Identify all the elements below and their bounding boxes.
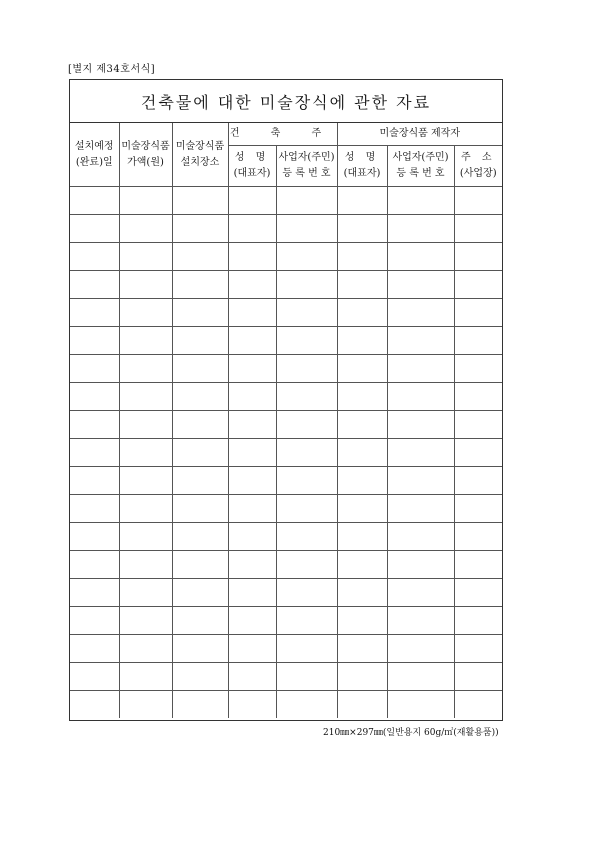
table-cell[interactable]: [228, 579, 276, 607]
table-cell[interactable]: [228, 299, 276, 327]
table-cell[interactable]: [70, 187, 119, 215]
table-cell[interactable]: [337, 327, 387, 355]
table-cell[interactable]: [70, 551, 119, 579]
table-cell[interactable]: [337, 467, 387, 495]
table-cell[interactable]: [119, 579, 172, 607]
header-maker-name: 성 명 (대표자): [337, 146, 387, 187]
table-cell[interactable]: [387, 691, 454, 719]
table-cell[interactable]: [454, 271, 502, 299]
table-cell[interactable]: [119, 411, 172, 439]
table-cell[interactable]: [454, 355, 502, 383]
header-install-date: 설치예정 (완료)일: [70, 123, 119, 187]
table-cell[interactable]: [119, 663, 172, 691]
table-cell[interactable]: [276, 215, 337, 243]
table-cell[interactable]: [337, 635, 387, 663]
table-row: [70, 495, 502, 523]
table-row: [70, 355, 502, 383]
table-cell[interactable]: [337, 271, 387, 299]
table-cell[interactable]: [276, 467, 337, 495]
table-cell[interactable]: [387, 495, 454, 523]
form-title: 건축물에 대한 미술장식에 관한 자료: [70, 80, 502, 123]
table-cell[interactable]: [337, 495, 387, 523]
table-cell[interactable]: [276, 523, 337, 551]
table-cell[interactable]: [228, 355, 276, 383]
table-cell[interactable]: [387, 271, 454, 299]
table-cell[interactable]: [337, 355, 387, 383]
table-cell[interactable]: [119, 355, 172, 383]
table-cell[interactable]: [276, 355, 337, 383]
form-number-label: [별지 제34호서식]: [68, 64, 156, 75]
table-row: [70, 411, 502, 439]
header-owner-regno: 사업자(주민) 등 록 번 호: [276, 146, 337, 187]
table-cell[interactable]: [337, 439, 387, 467]
table-cell[interactable]: [387, 187, 454, 215]
table-cell[interactable]: [276, 411, 337, 439]
table-cell[interactable]: [337, 299, 387, 327]
table-cell[interactable]: [70, 271, 119, 299]
table-cell[interactable]: [119, 187, 172, 215]
table-cell[interactable]: [228, 215, 276, 243]
table-cell[interactable]: [276, 243, 337, 271]
table-cell[interactable]: [454, 663, 502, 691]
table-cell[interactable]: [172, 243, 228, 271]
table-cell[interactable]: [228, 635, 276, 663]
art-decoration-table: [70, 123, 502, 718]
table-cell[interactable]: [387, 327, 454, 355]
table-cell[interactable]: [172, 495, 228, 523]
table-cell[interactable]: [276, 439, 337, 467]
table-cell[interactable]: [172, 187, 228, 215]
table-cell[interactable]: [119, 243, 172, 271]
table-cell[interactable]: [119, 215, 172, 243]
table-cell[interactable]: [70, 299, 119, 327]
art-decoration-form: [69, 79, 503, 721]
table-cell[interactable]: [119, 495, 172, 523]
table-cell[interactable]: [172, 691, 228, 719]
table-row: [70, 691, 502, 719]
table-cell[interactable]: [172, 523, 228, 551]
table-cell[interactable]: [70, 691, 119, 719]
header-owner-name: 성 명 (대표자): [228, 146, 276, 187]
table-row: [70, 579, 502, 607]
table-cell[interactable]: [70, 579, 119, 607]
table-cell[interactable]: [172, 607, 228, 635]
table-cell[interactable]: [387, 243, 454, 271]
table-cell[interactable]: [276, 691, 337, 719]
header-install-place: 미술장식품 설치장소: [172, 123, 228, 187]
table-cell[interactable]: [119, 635, 172, 663]
table-cell[interactable]: [172, 299, 228, 327]
table-cell[interactable]: [387, 551, 454, 579]
table-cell[interactable]: [337, 215, 387, 243]
table-cell[interactable]: [172, 327, 228, 355]
table-cell[interactable]: [119, 691, 172, 719]
table-cell[interactable]: [119, 299, 172, 327]
table-cell[interactable]: [228, 439, 276, 467]
table-cell[interactable]: [228, 327, 276, 355]
table-cell[interactable]: [454, 439, 502, 467]
table-row: [70, 523, 502, 551]
table-cell[interactable]: [387, 523, 454, 551]
table-row: [70, 271, 502, 299]
table-cell[interactable]: [228, 467, 276, 495]
table-cell[interactable]: [172, 551, 228, 579]
table-cell[interactable]: [276, 271, 337, 299]
table-cell[interactable]: [228, 495, 276, 523]
table-cell[interactable]: [387, 383, 454, 411]
table-cell[interactable]: [70, 467, 119, 495]
table-row: [70, 439, 502, 467]
paper-spec: 210㎜×297㎜(일반용지 60g/㎡(재활용품)): [323, 728, 499, 738]
table-cell[interactable]: [172, 467, 228, 495]
table-cell[interactable]: [119, 439, 172, 467]
table-cell[interactable]: [454, 327, 502, 355]
table-cell[interactable]: [454, 579, 502, 607]
table-cell[interactable]: [70, 663, 119, 691]
table-cell[interactable]: [172, 635, 228, 663]
table-cell[interactable]: [119, 271, 172, 299]
table-cell[interactable]: [387, 299, 454, 327]
table-cell[interactable]: [454, 187, 502, 215]
table-cell[interactable]: [337, 187, 387, 215]
table-cell[interactable]: [228, 383, 276, 411]
table-cell[interactable]: [228, 243, 276, 271]
table-cell[interactable]: [454, 411, 502, 439]
table-cell[interactable]: [172, 215, 228, 243]
table-cell[interactable]: [119, 551, 172, 579]
table-cell[interactable]: [70, 215, 119, 243]
table-cell[interactable]: [387, 355, 454, 383]
table-cell[interactable]: [70, 243, 119, 271]
table-cell[interactable]: [70, 439, 119, 467]
table-cell[interactable]: [228, 551, 276, 579]
table-cell[interactable]: [70, 523, 119, 551]
table-cell[interactable]: [454, 383, 502, 411]
header-art-price: 미술장식품 가액(원): [119, 123, 172, 187]
table-cell[interactable]: [337, 523, 387, 551]
table-cell[interactable]: [70, 411, 119, 439]
table-cell[interactable]: [70, 495, 119, 523]
table-cell[interactable]: [387, 215, 454, 243]
table-cell[interactable]: [387, 439, 454, 467]
table-cell[interactable]: [454, 215, 502, 243]
header-art-maker: 미술장식품 제작자: [337, 123, 502, 146]
table-cell[interactable]: [337, 243, 387, 271]
table-cell[interactable]: [172, 579, 228, 607]
table-cell[interactable]: [454, 691, 502, 719]
table-cell[interactable]: [387, 635, 454, 663]
table-cell[interactable]: [387, 411, 454, 439]
table-row: [70, 299, 502, 327]
table-row: [70, 383, 502, 411]
table-row: [70, 327, 502, 355]
table-cell[interactable]: [172, 383, 228, 411]
table-cell[interactable]: [70, 327, 119, 355]
table-cell[interactable]: [454, 551, 502, 579]
table-cell[interactable]: [454, 607, 502, 635]
table-cell[interactable]: [172, 411, 228, 439]
table-row: [70, 551, 502, 579]
table-cell[interactable]: [276, 607, 337, 635]
table-cell[interactable]: [228, 523, 276, 551]
table-cell[interactable]: [172, 355, 228, 383]
table-cell[interactable]: [454, 523, 502, 551]
table-cell[interactable]: [228, 663, 276, 691]
table-cell[interactable]: [70, 383, 119, 411]
table-cell[interactable]: [228, 411, 276, 439]
table-cell[interactable]: [276, 663, 337, 691]
table-cell[interactable]: [276, 495, 337, 523]
table-row: [70, 187, 502, 215]
table-cell[interactable]: [119, 383, 172, 411]
table-cell[interactable]: [228, 271, 276, 299]
table-cell[interactable]: [276, 187, 337, 215]
table-cell[interactable]: [70, 355, 119, 383]
table-cell[interactable]: [119, 327, 172, 355]
table-cell[interactable]: [276, 327, 337, 355]
table-cell[interactable]: [387, 467, 454, 495]
table-cell[interactable]: [454, 495, 502, 523]
table-cell[interactable]: [228, 691, 276, 719]
table-cell[interactable]: [119, 523, 172, 551]
table-cell[interactable]: [337, 579, 387, 607]
table-cell[interactable]: [387, 607, 454, 635]
table-row: [70, 663, 502, 691]
table-cell[interactable]: [276, 551, 337, 579]
table-cell[interactable]: [276, 635, 337, 663]
table-cell[interactable]: [119, 467, 172, 495]
table-cell[interactable]: [337, 607, 387, 635]
table-cell[interactable]: [337, 411, 387, 439]
table-row: [70, 607, 502, 635]
table-cell[interactable]: [387, 579, 454, 607]
table-cell[interactable]: [337, 383, 387, 411]
table-cell[interactable]: [454, 243, 502, 271]
table-cell[interactable]: [387, 663, 454, 691]
table-cell[interactable]: [70, 607, 119, 635]
table-cell[interactable]: [276, 383, 337, 411]
table-cell[interactable]: [276, 299, 337, 327]
header-maker-regno: 사업자(주민) 등 록 번 호: [387, 146, 454, 187]
table-cell[interactable]: [228, 187, 276, 215]
table-cell[interactable]: [454, 299, 502, 327]
table-cell[interactable]: [172, 663, 228, 691]
table-row: [70, 635, 502, 663]
header-maker-address: 주 소 (사업장): [454, 146, 502, 187]
table-cell[interactable]: [454, 635, 502, 663]
table-cell[interactable]: [228, 607, 276, 635]
table-cell[interactable]: [454, 467, 502, 495]
table-cell[interactable]: [337, 691, 387, 719]
header-building-owner: 건 축 주: [228, 123, 337, 146]
table-row: [70, 215, 502, 243]
table-body: [70, 187, 502, 719]
table-cell[interactable]: [119, 607, 172, 635]
table-cell[interactable]: [172, 439, 228, 467]
table-cell[interactable]: [337, 663, 387, 691]
table-cell[interactable]: [276, 579, 337, 607]
table-cell[interactable]: [172, 271, 228, 299]
table-cell[interactable]: [70, 635, 119, 663]
table-cell[interactable]: [337, 551, 387, 579]
table-row: [70, 243, 502, 271]
table-row: [70, 467, 502, 495]
